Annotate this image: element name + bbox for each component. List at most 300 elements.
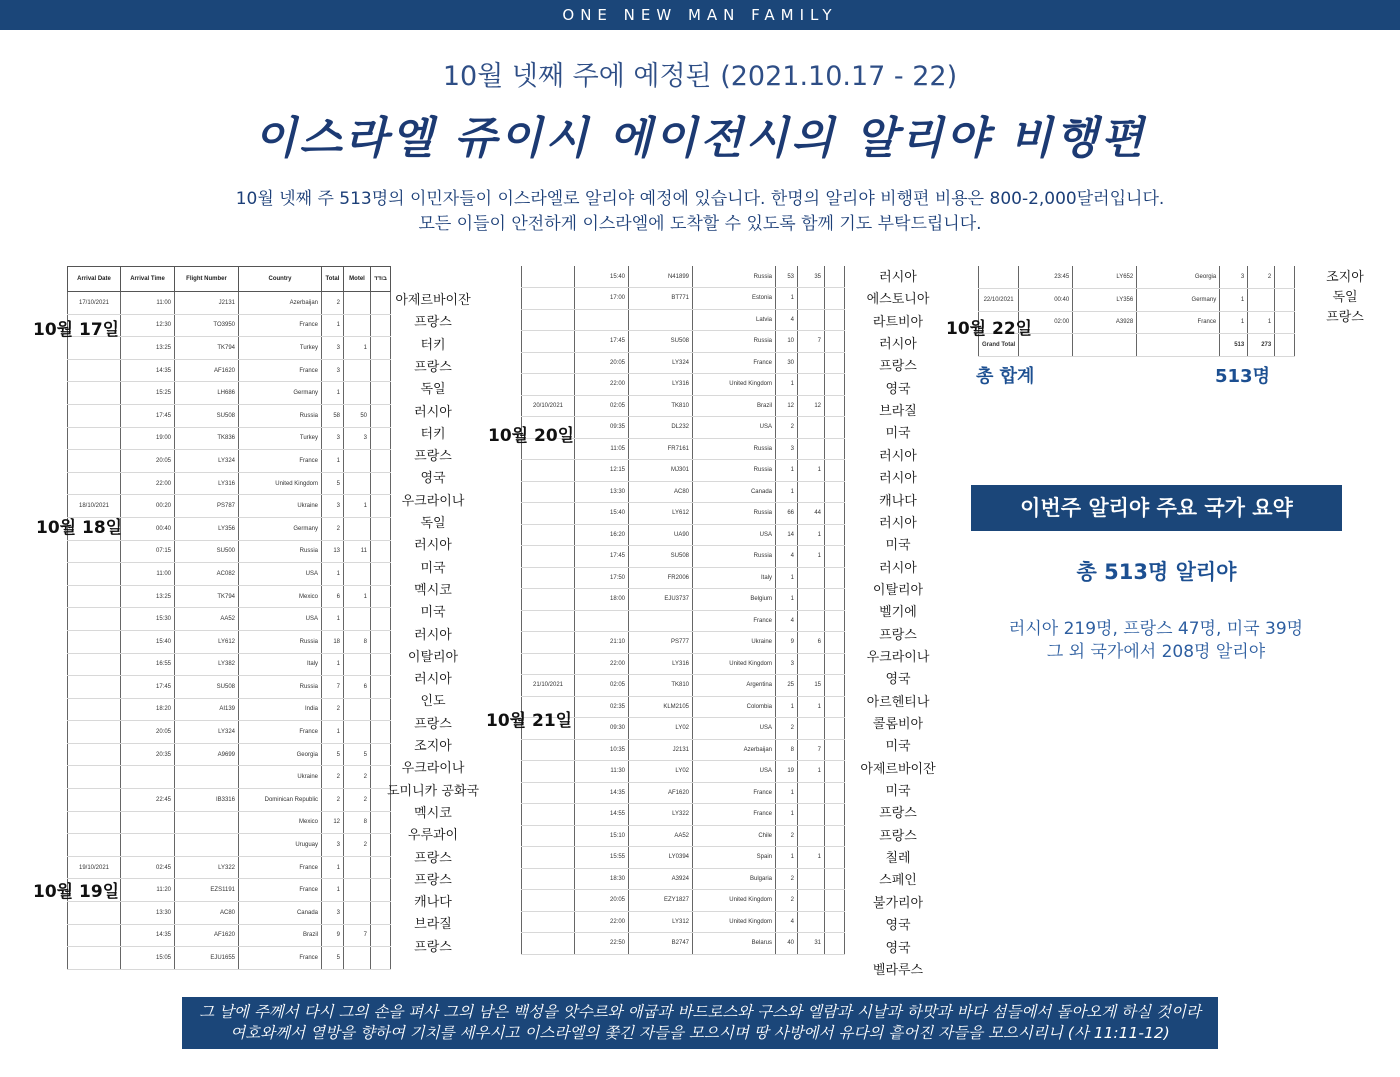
table-cell	[344, 721, 371, 744]
summary-line-2: 그 외 국가에서 208명 알리야	[1046, 642, 1266, 662]
column-header: Flight Number	[175, 267, 239, 292]
table-row	[68, 834, 391, 857]
table-cell: 15:40	[121, 630, 175, 653]
table-cell: Bulgaria	[693, 868, 776, 890]
country-name-ko: 영국	[420, 471, 446, 487]
table-row	[522, 589, 845, 611]
table-cell: 11:30	[575, 761, 629, 783]
table-cell	[522, 309, 575, 331]
table-cell	[68, 789, 121, 812]
table-cell: 19/10/2021	[68, 856, 121, 879]
table-cell	[798, 890, 825, 912]
table-cell: 5	[344, 743, 371, 766]
table-cell	[371, 879, 391, 902]
table-cell: USA	[693, 761, 776, 783]
table-row	[522, 610, 845, 632]
table-cell: EJU1655	[175, 947, 239, 970]
table-row	[522, 825, 845, 847]
table-cell: 15:40	[575, 266, 629, 288]
table-cell	[825, 782, 845, 804]
table-cell	[344, 314, 371, 337]
table-cell: 1	[798, 524, 825, 546]
table-cell: 13:25	[121, 337, 175, 360]
table-cell	[344, 517, 371, 540]
table-cell: Brazil	[239, 924, 322, 947]
table-cell: Italy	[239, 653, 322, 676]
table-cell: 3	[322, 902, 344, 925]
table-cell	[825, 524, 845, 546]
table-cell	[371, 540, 391, 563]
table-cell: 2	[776, 718, 798, 740]
table-cell: 17:45	[575, 331, 629, 353]
table-cell	[1137, 334, 1220, 357]
table-cell: Ukraine	[239, 766, 322, 789]
table-cell: Belgium	[693, 589, 776, 611]
country-name-ko: 프랑스	[879, 806, 917, 822]
table-cell: Russia	[239, 404, 322, 427]
table-row	[979, 289, 1295, 312]
country-name-ko: 프랑스	[1326, 310, 1364, 325]
table-cell	[371, 608, 391, 631]
table-cell: 30	[776, 352, 798, 374]
table-cell	[825, 460, 845, 482]
table-cell: 22:00	[575, 374, 629, 396]
table-cell: AI139	[175, 698, 239, 721]
country-name-ko: 벨기에	[879, 605, 917, 621]
country-name-ko: 러시아	[879, 471, 917, 487]
table-cell: 3	[322, 337, 344, 360]
table-cell: SU508	[629, 546, 693, 568]
table-cell	[68, 608, 121, 631]
table-cell: 22:50	[575, 933, 629, 955]
table-cell: 1	[798, 460, 825, 482]
table-cell: 3	[1220, 266, 1248, 289]
table-cell: 9	[776, 632, 798, 654]
country-name-ko: 프랑스	[414, 359, 452, 375]
table-cell	[175, 766, 239, 789]
table-cell: 1	[1220, 289, 1248, 312]
table-cell: 1	[776, 567, 798, 589]
table-cell	[522, 890, 575, 912]
table-row	[68, 540, 391, 563]
table-cell	[522, 567, 575, 589]
table-cell: France	[239, 359, 322, 382]
country-name-ko: 브라질	[414, 917, 452, 933]
table-cell: Azerbaijan	[693, 739, 776, 761]
country-name-ko: 러시아	[879, 448, 917, 464]
table-cell	[798, 782, 825, 804]
table-cell	[798, 567, 825, 589]
table-cell: IB3316	[175, 789, 239, 812]
table-cell	[68, 698, 121, 721]
table-cell	[371, 292, 391, 315]
table-cell: 3	[322, 495, 344, 518]
table-row	[68, 743, 391, 766]
table-cell: 19	[776, 761, 798, 783]
table-cell: 1	[322, 563, 344, 586]
table-cell: 17:00	[575, 288, 629, 310]
table-cell	[522, 331, 575, 353]
country-name-ko: 아르헨티나	[866, 694, 930, 710]
table-cell: 16:20	[575, 524, 629, 546]
table-cell: 00:40	[1019, 289, 1073, 312]
table-cell	[798, 911, 825, 933]
table-cell: 17:45	[121, 404, 175, 427]
table-cell: LY316	[175, 472, 239, 495]
table-cell: 02:00	[1019, 311, 1073, 334]
table-cell	[344, 292, 371, 315]
table-cell: Colombia	[693, 696, 776, 718]
table-cell	[68, 404, 121, 427]
table-cell	[371, 743, 391, 766]
table-cell: EZS1191	[175, 879, 239, 902]
country-name-ko: 아제르바이잔	[860, 761, 936, 777]
table-cell: 1	[322, 608, 344, 631]
table-cell: 16:55	[121, 653, 175, 676]
table-cell	[522, 288, 575, 310]
table-cell: TK810	[629, 675, 693, 697]
table-cell	[68, 924, 121, 947]
table-cell: France	[239, 856, 322, 879]
table-row	[522, 782, 845, 804]
table-row	[522, 933, 845, 955]
table-cell: 1	[1220, 311, 1248, 334]
table-cell: PS787	[175, 495, 239, 518]
table-cell	[371, 698, 391, 721]
country-name-ko: 우크라이나	[866, 649, 930, 665]
table-cell	[522, 546, 575, 568]
table-cell: 7	[798, 331, 825, 353]
country-name-ko: 프랑스	[879, 627, 917, 643]
table-cell	[798, 481, 825, 503]
country-name-ko: 러시아	[879, 560, 917, 576]
table-cell	[825, 567, 845, 589]
flight-table-1	[67, 266, 391, 970]
table-cell: LY324	[175, 721, 239, 744]
table-cell	[825, 847, 845, 869]
table-cell: 4	[776, 309, 798, 331]
table-row	[68, 608, 391, 631]
table3-grid	[978, 266, 1295, 357]
summary-title: 이번주 알리야 주요 국가 요약	[971, 485, 1342, 531]
table-header-row	[68, 267, 391, 292]
table-cell: Mexico	[239, 811, 322, 834]
table-cell: 2	[344, 766, 371, 789]
table-cell: Spain	[693, 847, 776, 869]
country-name-ko: 영국	[885, 918, 911, 934]
table-cell: 15:30	[121, 608, 175, 631]
table-cell: 11:05	[575, 438, 629, 460]
table-cell	[798, 417, 825, 439]
table-cell: 19:00	[121, 427, 175, 450]
table-cell	[371, 472, 391, 495]
table-cell: LY322	[175, 856, 239, 879]
table-cell	[979, 266, 1019, 289]
table-cell: 9	[322, 924, 344, 947]
table-cell: France	[239, 721, 322, 744]
table-cell: 15:55	[575, 847, 629, 869]
table-cell	[798, 610, 825, 632]
table-cell: Russia	[239, 540, 322, 563]
table-cell	[825, 546, 845, 568]
country-name-ko: 이탈리아	[872, 582, 924, 598]
table-cell	[371, 359, 391, 382]
country-name-ko: 브라질	[879, 404, 917, 420]
country-name-ko: 아제르바이잔	[395, 293, 471, 308]
table-cell: 25	[776, 675, 798, 697]
table-cell: Russia	[693, 438, 776, 460]
table-cell: 13:25	[121, 585, 175, 608]
table-cell: LH686	[175, 382, 239, 405]
table-cell	[68, 450, 121, 473]
country-name-ko: 캐나다	[879, 493, 917, 509]
table-cell	[825, 503, 845, 525]
table-cell: Russia	[693, 266, 776, 288]
table-cell: 15:05	[121, 947, 175, 970]
flight-table-2	[521, 266, 845, 955]
table-cell: 1	[776, 481, 798, 503]
table-cell: 8	[776, 739, 798, 761]
table-cell: 12	[798, 395, 825, 417]
table-cell: 1	[322, 856, 344, 879]
table-cell: LY612	[629, 503, 693, 525]
table-row	[522, 632, 845, 654]
table-cell: 18	[322, 630, 344, 653]
table-cell: 20:05	[121, 721, 175, 744]
table-cell: 8	[344, 811, 371, 834]
table-cell: LY0394	[629, 847, 693, 869]
table-cell: TO3950	[175, 314, 239, 337]
table-cell	[344, 653, 371, 676]
table-cell	[575, 610, 629, 632]
table-cell	[344, 382, 371, 405]
table-row	[522, 739, 845, 761]
table-cell: 17:45	[121, 676, 175, 699]
table-row	[522, 288, 845, 310]
table-cell	[371, 856, 391, 879]
table-row	[522, 503, 845, 525]
table-cell	[825, 309, 845, 331]
table-cell	[371, 947, 391, 970]
subtitle: 10월 넷째 주에 예정된 (2021.10.17 - 22)	[442, 61, 958, 92]
table-cell: 5	[322, 743, 344, 766]
table-row	[68, 653, 391, 676]
table-cell: 2	[322, 292, 344, 315]
table-cell: Argentina	[693, 675, 776, 697]
table-cell: LY612	[175, 630, 239, 653]
date-label-oct17: 10월 17일	[33, 320, 120, 340]
table-cell: AF1620	[175, 924, 239, 947]
table-cell: 5	[322, 472, 344, 495]
table-cell: 6	[322, 585, 344, 608]
table-cell: J2131	[629, 739, 693, 761]
country-name-ko: 조지아	[414, 739, 452, 754]
table-cell: LY322	[629, 804, 693, 826]
table-cell	[68, 540, 121, 563]
table-cell: LY02	[629, 718, 693, 740]
table-cell: 1	[322, 382, 344, 405]
date-label-oct21: 10월 21일	[486, 711, 573, 731]
table-cell: 6	[798, 632, 825, 654]
country-name-ko: 라트비아	[872, 314, 924, 330]
table-cell: A3928	[1073, 311, 1137, 334]
table-cell	[371, 834, 391, 857]
table-cell: 7	[798, 739, 825, 761]
table-cell: 02:05	[575, 395, 629, 417]
table-cell: 50	[344, 404, 371, 427]
table1-grid	[67, 266, 391, 970]
table-cell: FR7161	[629, 438, 693, 460]
table-cell: LY324	[175, 450, 239, 473]
table-cell	[371, 902, 391, 925]
table-cell	[629, 309, 693, 331]
table-cell: Russia	[239, 676, 322, 699]
country-name-ko: 미국	[420, 605, 446, 621]
table-cell: 20:05	[575, 890, 629, 912]
table-cell	[825, 331, 845, 353]
date-label-oct20: 10월 20일	[488, 426, 575, 446]
table-cell	[825, 804, 845, 826]
table-cell	[68, 743, 121, 766]
table-cell: 513	[1220, 334, 1248, 357]
table-cell	[371, 721, 391, 744]
table-cell: 1	[798, 696, 825, 718]
table-cell: Italy	[693, 567, 776, 589]
table-cell	[522, 352, 575, 374]
table-cell	[522, 481, 575, 503]
table-cell: Georgia	[239, 743, 322, 766]
table-cell	[825, 653, 845, 675]
table-cell	[825, 696, 845, 718]
table-cell	[371, 404, 391, 427]
table-cell: 1	[344, 495, 371, 518]
table-cell: 12:15	[575, 460, 629, 482]
table-cell: 21:10	[575, 632, 629, 654]
table-row	[522, 804, 845, 826]
table-cell: 2	[344, 789, 371, 812]
country-name-ko: 도미니카 공화국	[386, 783, 480, 799]
table-cell: 20/10/2021	[522, 395, 575, 417]
table-cell: 3	[322, 359, 344, 382]
country-name-ko: 멕시코	[414, 582, 452, 598]
table-cell: 11:00	[121, 563, 175, 586]
table-cell: LY312	[629, 911, 693, 933]
country-name-ko: 미국	[885, 784, 911, 800]
table-cell	[68, 653, 121, 676]
table-row	[68, 698, 391, 721]
table-cell: 15	[798, 675, 825, 697]
table-cell: 18/10/2021	[68, 495, 121, 518]
table-cell: Uruguay	[239, 834, 322, 857]
brand-bar	[0, 0, 1400, 30]
table-cell	[68, 902, 121, 925]
country-name-ko: 에스토니아	[866, 292, 930, 308]
table-row	[522, 567, 845, 589]
table-cell	[522, 761, 575, 783]
table-cell: AC80	[175, 902, 239, 925]
table-cell	[121, 834, 175, 857]
table-cell	[825, 610, 845, 632]
table-cell	[344, 698, 371, 721]
table-row	[522, 374, 845, 396]
table-cell: 31	[798, 933, 825, 955]
table-cell: 22:00	[121, 472, 175, 495]
column-header: Total	[322, 267, 344, 292]
table-row	[522, 653, 845, 675]
table-cell: 11:20	[121, 879, 175, 902]
table-cell: 53	[776, 266, 798, 288]
table-cell	[522, 460, 575, 482]
table-cell	[825, 374, 845, 396]
table-cell: France	[693, 352, 776, 374]
table-cell	[344, 563, 371, 586]
table-cell	[121, 766, 175, 789]
table-cell	[798, 653, 825, 675]
country-name-ko: 우루과이	[407, 828, 459, 844]
table-cell: 1	[776, 782, 798, 804]
table-cell	[344, 856, 371, 879]
table-cell	[522, 653, 575, 675]
table-cell: 18:00	[575, 589, 629, 611]
country-name-ko: 이탈리아	[407, 649, 459, 665]
country-name-ko: 러시아	[879, 337, 917, 353]
country-name-ko: 프랑스	[879, 359, 917, 375]
table-cell	[1275, 311, 1295, 334]
table-cell	[522, 632, 575, 654]
table-cell: Belarus	[693, 933, 776, 955]
table-cell: UA90	[629, 524, 693, 546]
table-cell: LY356	[1073, 289, 1137, 312]
table-row	[68, 721, 391, 744]
table-cell: 8	[344, 630, 371, 653]
table-row	[68, 789, 391, 812]
table-cell: 2	[776, 890, 798, 912]
table-cell	[825, 890, 845, 912]
table-cell	[1073, 334, 1137, 357]
table-cell: Ukraine	[693, 632, 776, 654]
table-cell: 2	[776, 868, 798, 890]
table-cell	[371, 337, 391, 360]
table-cell	[522, 782, 575, 804]
table-cell: TK794	[175, 337, 239, 360]
table-cell	[798, 804, 825, 826]
summary-total: 총 513명 알리야	[1076, 560, 1237, 584]
table-cell	[1275, 289, 1295, 312]
table-cell	[68, 585, 121, 608]
table-cell: EZY1827	[629, 890, 693, 912]
table-cell	[68, 721, 121, 744]
table-cell: B2747	[629, 933, 693, 955]
table-cell: 14:35	[575, 782, 629, 804]
table-cell: 1	[776, 589, 798, 611]
table-cell	[371, 924, 391, 947]
table-row	[68, 292, 391, 315]
table-cell: 15:10	[575, 825, 629, 847]
table-cell: 02:35	[575, 696, 629, 718]
table-cell	[68, 472, 121, 495]
table-cell	[825, 675, 845, 697]
table-cell: USA	[239, 608, 322, 631]
table-cell: France	[1137, 311, 1220, 334]
table-cell: 1	[776, 804, 798, 826]
table-cell	[175, 834, 239, 857]
table-cell: 1	[1248, 311, 1275, 334]
table-cell: France	[693, 610, 776, 632]
table-cell: 2	[344, 834, 371, 857]
country-name-ko: 불가리아	[872, 895, 924, 911]
table-cell: 02:45	[121, 856, 175, 879]
table-cell: LY356	[175, 517, 239, 540]
